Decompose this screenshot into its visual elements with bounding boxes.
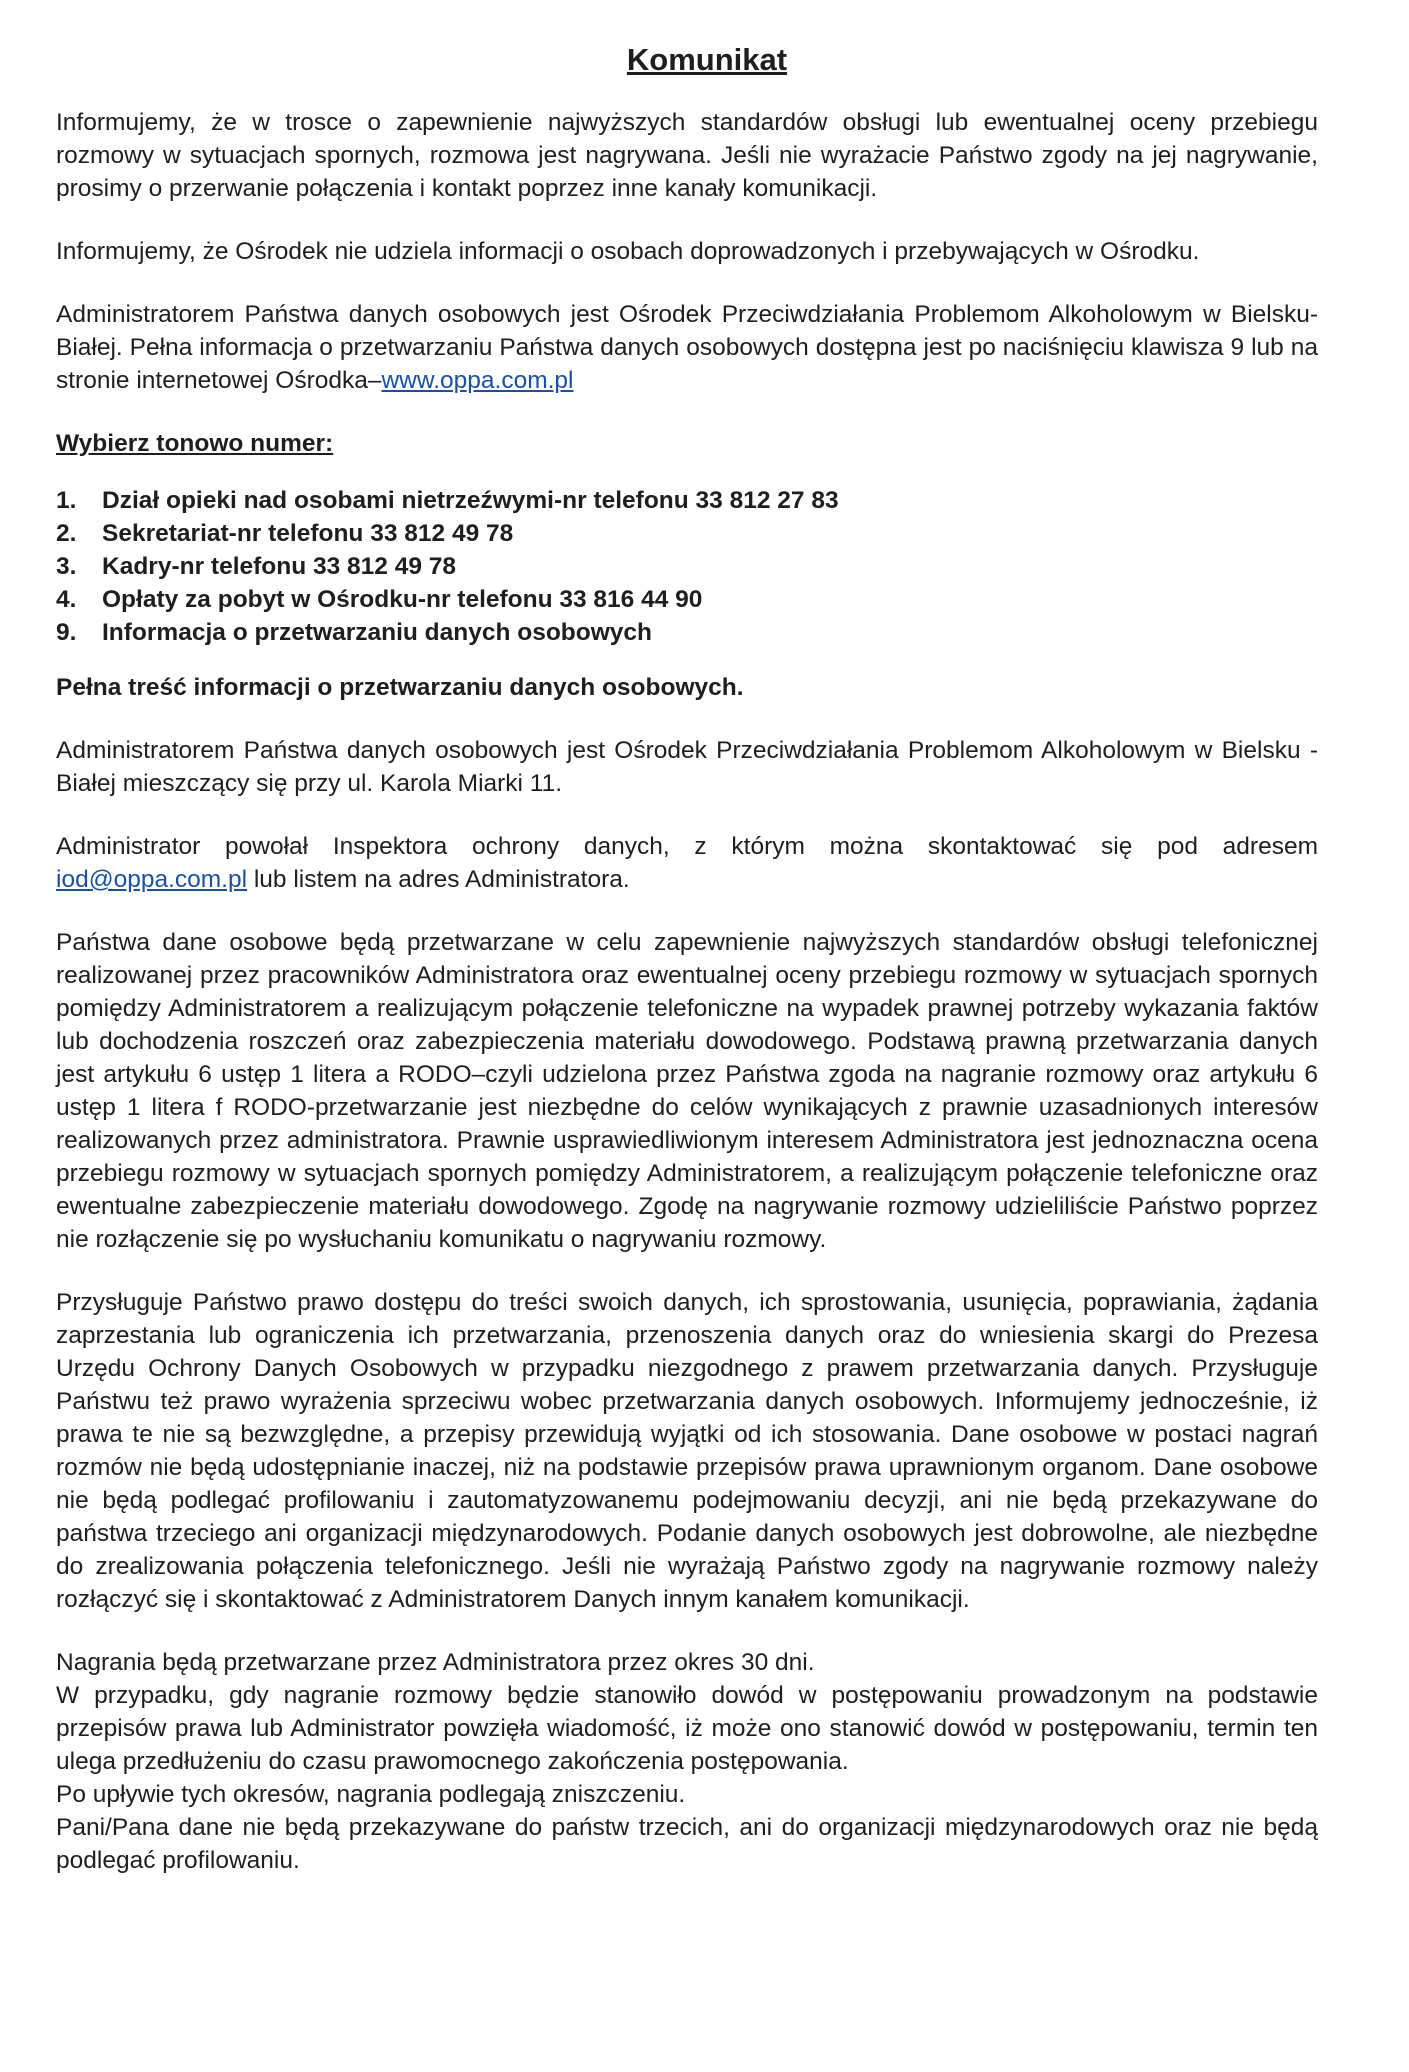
phone-menu-item (56, 616, 1318, 649)
no-information-paragraph: Informujemy, że Ośrodek nie udziela informacji o osobach doprowadzonych i przebywających w Ośrodku. (56, 238, 1200, 265)
phone-menu-item (56, 484, 1318, 517)
iod-text-after: lub listem na adres Administratora. (247, 866, 630, 893)
menu-item-label: Sekretariat-nr telefonu 33 812 49 78 (102, 520, 514, 547)
menu-item-label: Dział opieki nad osobami nietrzeźwymi-nr telefonu 33 812 27 83 (102, 487, 839, 514)
data-subject-rights-paragraph: Przysługuje Państwo prawo dostępu do treści swoich danych, ich sprostowania, usunięcia, poprawiania, żądania zaprzestania lub ograniczenia ich przetwarzania, przenoszenia danych oraz do wniesienia skargi do Prezesa Urzędu Ochrony Danych Osobowych w przypadku niezgodnego z prawem przetwarzania danych. Przysługuje Państwu też prawo wyrażenia sprzeciwu wobec przetwarzania danych osobowych. Informujemy jednocześnie, iż prawa te nie są bezwzględne, a przepisy przewidują wyjątki od ich stosowania. Dane osobowe w postaci nagrań rozmów nie będą udostępnianie inaczej, niż na podstawie przepisów prawa uprawnionym organom. Dane osobowe nie będą podlegać profilowaniu i zautomatyzowanemu podejmowaniu decyzji, ani nie będą przekazywane do państwa trzeciego ani organizacji międzynarodowych. Podanie danych osobowych jest dobrowolne, ale niezbędne do zrealizowania połączenia telefonicznego. Jeśli nie wyrażają Państwo zgody na nagrywanie rozmowy należy rozłączyć się i skontaktować z Administratorem Danych innym kanałem komunikacji. (56, 1289, 1318, 1613)
menu-item-label: Informacja o przetwarzaniu danych osobowych (102, 619, 652, 646)
administrator-intro-text: Administratorem Państwa danych osobowych jest Ośrodek Przeciwdziałania Problemom Alkoholowym w Bielsku-Białej. Pełna informacja o przetwarzaniu Państwa danych osobowych dostępna jest po naciśnięciu klawisza 9 lub na stronie internetowej Ośrodka– (56, 301, 1318, 394)
third-country-paragraph: Pani/Pana dane nie będą przekazywane do państw trzecich, ani do organizacji międzynarodowych oraz nie będą podlegać profilowaniu. (56, 1814, 1318, 1874)
full-info-heading: Pełna treść informacji o przetwarzaniu danych osobowych. (56, 674, 744, 701)
retention-period-line: Nagrania będą przetwarzane przez Administratora przez okres 30 dni. (56, 1649, 815, 1676)
iod-email-link[interactable]: iod@oppa.com.pl (56, 866, 248, 893)
administrator-intro-paragraph (56, 298, 1318, 397)
menu-item-number: 4. (56, 586, 77, 613)
document-title: Komunikat (626, 42, 788, 77)
phone-menu-list (56, 484, 1318, 649)
menu-item-number: 3. (56, 553, 77, 580)
document-content (56, 38, 1318, 1877)
choose-number-heading: Wybierz tonowo numer: (56, 430, 334, 457)
website-link[interactable]: www.oppa.com.pl (381, 367, 574, 394)
menu-item-label: Opłaty za pobyt w Ośrodku-nr telefonu 33 816 44 90 (102, 586, 703, 613)
retention-destruction-line: Po upływie tych okresów, nagrania podlegają zniszczeniu. (56, 1781, 686, 1808)
phone-menu-item (56, 517, 1318, 550)
iod-text-before: Administrator powołał Inspektora ochrony danych, z którym można skontaktować się pod adresem (56, 833, 1318, 860)
menu-item-label: Kadry-nr telefonu 33 812 49 78 (102, 553, 457, 580)
retention-block (56, 1646, 1318, 1877)
phone-menu-item (56, 550, 1318, 583)
data-protection-officer-paragraph (56, 830, 1318, 896)
menu-item-number: 2. (56, 520, 77, 547)
phone-menu-item (56, 583, 1318, 616)
processing-purpose-paragraph: Państwa dane osobowe będą przetwarzane w celu zapewnienie najwyższych standardów obsługi telefonicznej realizowanej przez pracowników Administratora oraz ewentualnej oceny przebiegu rozmowy w sytuacjach spornych pomiędzy Administratorem a realizującym połączenie telefoniczne na wypadek prawnej potrzeby wykazania faktów lub dochodzenia roszczeń oraz zabezpieczenia materiału dowodowego. Podstawą prawną przetwarzania danych jest artykułu 6 ustęp 1 litera a RODO–czyli udzielona przez Państwa zgoda na nagranie rozmowy oraz artykułu 6 ustęp 1 litera f RODO-przetwarzanie jest niezbędne do celów wynikających z prawnie uzasadnionych interesów realizowanych przez administratora. Prawnie usprawiedliwionym interesem Administratora jest jednoznaczna ocena przebiegu rozmowy w sytuacjach spornych pomiędzy Administratorem, a realizującym połączenie telefoniczne oraz ewentualne zabezpieczenie materiału dowodowego. Zgodę na nagrywanie rozmowy udzieliliście Państwo poprzez nie rozłączenie się po wysłuchaniu komunikatu o nagrywaniu rozmowy. (56, 929, 1318, 1253)
administrator-address-paragraph: Administratorem Państwa danych osobowych jest Ośrodek Przeciwdziałania Problemom Alkoholowym w Bielsku -Białej mieszczący się przy ul. Karola Miarki 11. (56, 737, 1318, 797)
retention-extension-paragraph: W przypadku, gdy nagranie rozmowy będzie stanowiło dowód w postępowaniu prowadzonym na podstawie przepisów prawa lub Administrator powzięła wiadomość, iż może ono stanowić dowód w postępowaniu, termin ten ulega przedłużeniu do czasu prawomocnego zakończenia postępowania. (56, 1682, 1318, 1775)
menu-item-number: 1. (56, 487, 77, 514)
menu-item-number: 9. (56, 619, 77, 646)
recording-notice-paragraph: Informujemy, że w trosce o zapewnienie najwyższych standardów obsługi lub ewentualnej oceny przebiegu rozmowy w sytuacjach spornych, rozmowa jest nagrywana. Jeśli nie wyrażacie Państwo zgody na jej nagrywanie, prosimy o przerwanie połączenia i kontakt poprzez inne kanały komunikacji. (56, 109, 1318, 202)
